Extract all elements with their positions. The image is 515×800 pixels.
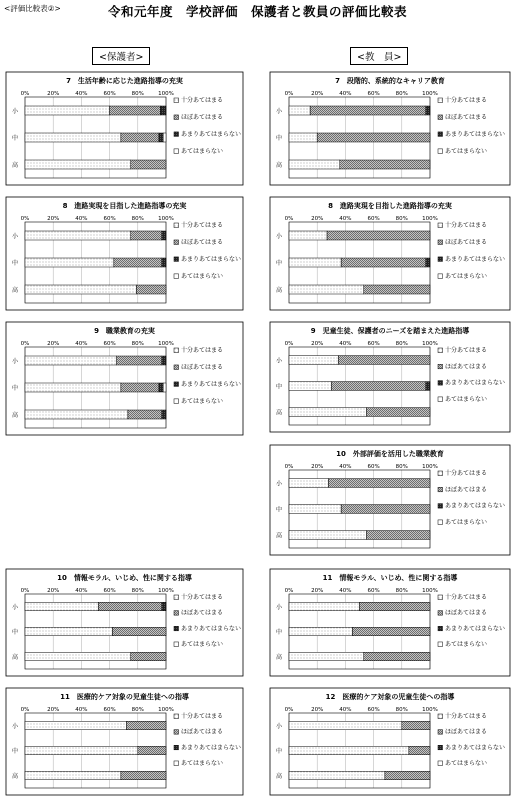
category-label: 高 bbox=[11, 162, 19, 169]
category-label: 中 bbox=[275, 629, 283, 636]
legend-swatch bbox=[174, 348, 179, 353]
axis-tick-label: 80% bbox=[395, 464, 408, 470]
category-label: 高 bbox=[11, 287, 19, 294]
axis-tick-label: 80% bbox=[395, 216, 408, 222]
bar-segment bbox=[289, 258, 341, 267]
axis-tick-label: 80% bbox=[395, 588, 408, 594]
chart-panel-11 bbox=[270, 688, 510, 795]
legend-swatch bbox=[174, 730, 179, 735]
category-label: 小 bbox=[11, 604, 19, 611]
legend-swatch bbox=[174, 761, 179, 766]
bar-segment bbox=[385, 771, 430, 780]
axis-tick-label: 100% bbox=[422, 588, 438, 594]
chart-panel-4 bbox=[270, 197, 510, 310]
bar-segment bbox=[162, 356, 166, 365]
bar-segment bbox=[289, 356, 338, 365]
axis-tick-label: 0% bbox=[284, 464, 294, 470]
bar-segment bbox=[114, 258, 162, 267]
bar-segment bbox=[341, 505, 430, 514]
legend-swatch bbox=[174, 745, 179, 750]
legend-label: 十分あてはまる bbox=[181, 222, 224, 229]
axis-tick-label: 80% bbox=[131, 588, 144, 594]
category-label: 中 bbox=[275, 748, 283, 755]
chart-title: 7 生活年齢に応じた進路指導の充実 bbox=[66, 77, 183, 85]
bar-segment bbox=[112, 627, 166, 636]
chart-title: 12 医療的ケア対象の児童生徒への指導 bbox=[325, 693, 455, 701]
legend-label: 十分あてはまる bbox=[445, 470, 488, 477]
axis-tick-label: 60% bbox=[367, 464, 380, 470]
axis-tick-label: 20% bbox=[311, 91, 324, 97]
axis-tick-label: 0% bbox=[284, 216, 294, 222]
axis-tick-label: 80% bbox=[395, 341, 408, 347]
legend-label: ほぼあてはまる bbox=[445, 113, 488, 121]
chart-panel-8 bbox=[6, 569, 243, 676]
axis-tick-label: 100% bbox=[158, 91, 174, 97]
bar-segment bbox=[163, 133, 166, 142]
category-label: 小 bbox=[11, 723, 19, 730]
bar-segment bbox=[289, 479, 328, 488]
category-label: 小 bbox=[11, 233, 19, 240]
axis-tick-label: 0% bbox=[284, 341, 294, 347]
bar-segment bbox=[121, 133, 159, 142]
parents-column-heading: <保護者> bbox=[92, 47, 150, 65]
legend-swatch bbox=[438, 115, 443, 120]
axis-tick-label: 20% bbox=[311, 707, 324, 713]
bar-segment bbox=[162, 258, 166, 267]
legend-label: あまりあてはまらない bbox=[445, 255, 506, 263]
axis-tick-label: 20% bbox=[47, 216, 60, 222]
chart-panel-5 bbox=[6, 322, 243, 435]
bar-segment bbox=[310, 106, 426, 115]
axis-tick-label: 80% bbox=[131, 707, 144, 713]
legend-label: 十分あてはまる bbox=[445, 713, 488, 720]
legend-label: 十分あてはまる bbox=[445, 594, 488, 601]
legend-label: あまりあてはまらない bbox=[445, 744, 506, 752]
legend-swatch bbox=[174, 382, 179, 387]
legend-swatch bbox=[438, 730, 443, 735]
chart-panel-6 bbox=[270, 322, 510, 432]
chart-panel-3 bbox=[6, 197, 243, 310]
category-label: 高 bbox=[275, 162, 283, 169]
category-label: 中 bbox=[11, 135, 19, 142]
legend-label: あまりあてはまらない bbox=[181, 625, 242, 633]
bar-segment bbox=[289, 408, 367, 417]
axis-tick-label: 40% bbox=[75, 341, 88, 347]
bar-segment bbox=[25, 133, 121, 142]
legend-label: ほぼあてはまる bbox=[181, 609, 224, 617]
axis-tick-label: 0% bbox=[284, 707, 294, 713]
chart-panel-1 bbox=[6, 72, 243, 185]
legend-swatch bbox=[174, 642, 179, 647]
axis-tick-label: 100% bbox=[158, 216, 174, 222]
legend-swatch bbox=[438, 611, 443, 616]
bar-segment bbox=[25, 602, 98, 611]
bar-segment bbox=[289, 652, 364, 661]
category-label: 小 bbox=[11, 108, 19, 115]
axis-tick-label: 80% bbox=[131, 216, 144, 222]
axis-tick-label: 100% bbox=[422, 216, 438, 222]
document-tag: <評価比較表②> bbox=[4, 4, 61, 13]
bar-segment bbox=[162, 410, 166, 419]
legend-swatch bbox=[438, 761, 443, 766]
legend-label: 十分あてはまる bbox=[181, 594, 224, 601]
axis-tick-label: 60% bbox=[367, 216, 380, 222]
legend-label: 十分あてはまる bbox=[445, 97, 488, 104]
bar-segment bbox=[289, 382, 331, 391]
chart-title: 8 進路実現を目指した進路指導の充実 bbox=[62, 202, 187, 210]
bar-segment bbox=[327, 231, 430, 240]
axis-tick-label: 100% bbox=[422, 464, 438, 470]
bar-segment bbox=[352, 627, 430, 636]
bar-segment bbox=[289, 231, 327, 240]
bar-segment bbox=[367, 531, 430, 540]
bar-segment bbox=[402, 721, 430, 730]
bar-segment bbox=[25, 106, 110, 115]
bar-segment bbox=[25, 160, 131, 169]
legend-swatch bbox=[174, 223, 179, 228]
page-title: 令和元年度 学校評価 保護者と教員の評価比較表 bbox=[107, 4, 407, 19]
legend-swatch bbox=[174, 611, 179, 616]
legend-swatch bbox=[438, 223, 443, 228]
axis-tick-label: 100% bbox=[158, 341, 174, 347]
category-label: 高 bbox=[275, 287, 283, 294]
legend-label: ほぼあてはまる bbox=[445, 363, 488, 371]
category-label: 高 bbox=[11, 412, 19, 419]
legend-swatch bbox=[438, 364, 443, 369]
chart-title: 7 段階的、系統的なキャリア教育 bbox=[335, 77, 445, 85]
axis-tick-label: 0% bbox=[20, 216, 30, 222]
legend-swatch bbox=[438, 240, 443, 245]
legend-swatch bbox=[438, 98, 443, 103]
chart-title: 10 情報モラル、いじめ、性に関する指導 bbox=[57, 574, 192, 582]
legend-label: 十分あてはまる bbox=[181, 713, 224, 720]
category-label: 中 bbox=[11, 748, 19, 755]
chart-panel-2 bbox=[270, 72, 510, 185]
chart-panel-7 bbox=[270, 445, 510, 555]
legend-label: 十分あてはまる bbox=[445, 222, 488, 229]
axis-tick-label: 100% bbox=[158, 707, 174, 713]
legend-swatch bbox=[174, 595, 179, 600]
chart-title: 8 進路実現を目指した進路指導の充実 bbox=[328, 202, 452, 210]
legend-swatch bbox=[438, 626, 443, 631]
category-label: 小 bbox=[275, 723, 283, 730]
legend-label: あまりあてはまらない bbox=[445, 502, 506, 510]
legend-swatch bbox=[174, 240, 179, 245]
bar-segment bbox=[341, 258, 426, 267]
bar-segment bbox=[25, 627, 112, 636]
legend-swatch bbox=[174, 115, 179, 120]
legend-label: ほぼあてはまる bbox=[181, 363, 224, 371]
axis-tick-label: 20% bbox=[311, 216, 324, 222]
axis-tick-label: 0% bbox=[284, 588, 294, 594]
bar-segment bbox=[160, 106, 166, 115]
bar-segment bbox=[364, 652, 430, 661]
category-label: 中 bbox=[11, 260, 19, 267]
axis-tick-label: 60% bbox=[367, 707, 380, 713]
bar-segment bbox=[25, 771, 121, 780]
axis-tick-label: 100% bbox=[158, 588, 174, 594]
bar-segment bbox=[289, 746, 409, 755]
legend-swatch bbox=[174, 399, 179, 404]
legend-label: 十分あてはまる bbox=[445, 347, 488, 354]
bar-segment bbox=[289, 721, 402, 730]
category-label: 高 bbox=[275, 773, 283, 780]
bar-segment bbox=[25, 410, 128, 419]
category-label: 高 bbox=[11, 654, 19, 661]
bar-segment bbox=[25, 383, 121, 392]
bar-segment bbox=[121, 771, 166, 780]
axis-tick-label: 0% bbox=[20, 588, 30, 594]
legend-swatch bbox=[174, 274, 179, 279]
axis-tick-label: 60% bbox=[103, 341, 116, 347]
bar-segment bbox=[136, 285, 166, 294]
axis-tick-label: 100% bbox=[422, 707, 438, 713]
axis-tick-label: 20% bbox=[311, 464, 324, 470]
axis-tick-label: 80% bbox=[395, 707, 408, 713]
bar-segment bbox=[121, 383, 159, 392]
legend-label: あてはまらない bbox=[181, 640, 224, 648]
legend-label: あまりあてはまらない bbox=[445, 625, 506, 633]
legend-swatch bbox=[438, 471, 443, 476]
legend-label: あまりあてはまらない bbox=[181, 255, 242, 263]
bar-segment bbox=[289, 160, 340, 169]
legend-label: あてはまらない bbox=[181, 759, 224, 767]
legend-swatch bbox=[438, 745, 443, 750]
legend-swatch bbox=[438, 595, 443, 600]
bar-segment bbox=[338, 356, 430, 365]
legend-label: ほぼあてはまる bbox=[445, 609, 488, 617]
category-label: 高 bbox=[275, 409, 283, 417]
axis-tick-label: 80% bbox=[131, 91, 144, 97]
axis-tick-label: 80% bbox=[131, 341, 144, 347]
category-label: 高 bbox=[275, 654, 283, 661]
legend-swatch bbox=[438, 348, 443, 353]
legend-label: あまりあてはまらない bbox=[445, 379, 506, 387]
chart-title: 9 職業教育の充実 bbox=[94, 327, 155, 335]
bar-segment bbox=[409, 746, 430, 755]
axis-tick-label: 80% bbox=[395, 91, 408, 97]
bar-segment bbox=[128, 410, 162, 419]
legend-label: ほぼあてはまる bbox=[181, 728, 224, 736]
chart-panel-9 bbox=[270, 569, 510, 676]
legend-swatch bbox=[438, 381, 443, 386]
bar-segment bbox=[25, 652, 131, 661]
axis-tick-label: 60% bbox=[103, 216, 116, 222]
axis-tick-label: 40% bbox=[75, 588, 88, 594]
bar-segment bbox=[426, 106, 430, 115]
bar-segment bbox=[117, 356, 162, 365]
bar-segment bbox=[110, 106, 161, 115]
bar-segment bbox=[340, 160, 430, 169]
axis-tick-label: 100% bbox=[422, 341, 438, 347]
legend-label: 十分あてはまる bbox=[181, 347, 224, 354]
category-label: 小 bbox=[275, 480, 283, 488]
bar-segment bbox=[25, 356, 117, 365]
legend-label: あてはまらない bbox=[181, 147, 224, 155]
axis-tick-label: 100% bbox=[422, 91, 438, 97]
axis-tick-label: 40% bbox=[339, 341, 352, 347]
bar-segment bbox=[289, 285, 364, 294]
legend-swatch bbox=[174, 257, 179, 262]
bar-segment bbox=[163, 383, 166, 392]
bar-segment bbox=[289, 531, 367, 540]
legend-label: あてはまらない bbox=[181, 272, 224, 280]
bar-segment bbox=[25, 721, 127, 730]
legend-swatch bbox=[438, 397, 443, 402]
axis-tick-label: 60% bbox=[103, 588, 116, 594]
legend-label: ほぼあてはまる bbox=[445, 728, 488, 736]
axis-tick-label: 40% bbox=[339, 588, 352, 594]
legend-swatch bbox=[174, 365, 179, 370]
category-label: 高 bbox=[11, 773, 19, 780]
bar-segment bbox=[426, 382, 430, 391]
legend-label: あてはまらない bbox=[445, 272, 488, 280]
bar-segment bbox=[138, 746, 166, 755]
legend-label: あてはまらない bbox=[445, 147, 488, 155]
axis-tick-label: 20% bbox=[47, 341, 60, 347]
bar-segment bbox=[25, 746, 138, 755]
bar-segment bbox=[131, 652, 166, 661]
legend-label: あてはまらない bbox=[445, 640, 488, 648]
category-label: 小 bbox=[275, 233, 283, 240]
bar-segment bbox=[159, 383, 163, 392]
bar-segment bbox=[25, 285, 136, 294]
legend-label: あてはまらない bbox=[181, 397, 224, 405]
legend-label: 十分あてはまる bbox=[181, 97, 224, 104]
legend-label: あまりあてはまらない bbox=[445, 130, 506, 138]
axis-tick-label: 60% bbox=[367, 341, 380, 347]
bar-segment bbox=[25, 258, 114, 267]
category-label: 中 bbox=[275, 506, 283, 514]
legend-label: あてはまらない bbox=[445, 395, 488, 403]
legend-label: ほぼあてはまる bbox=[181, 113, 224, 121]
chart-panel-10 bbox=[6, 688, 243, 795]
axis-tick-label: 60% bbox=[103, 91, 116, 97]
legend-swatch bbox=[174, 714, 179, 719]
bar-segment bbox=[331, 382, 425, 391]
chart-title: 9 児童生徒、保護者のニーズを踏まえた進路指導 bbox=[310, 327, 470, 335]
axis-tick-label: 0% bbox=[20, 341, 30, 347]
axis-tick-label: 40% bbox=[339, 216, 352, 222]
legend-swatch bbox=[174, 132, 179, 137]
bar-segment bbox=[25, 231, 131, 240]
bar-segment bbox=[289, 627, 352, 636]
bar-segment bbox=[289, 602, 360, 611]
bar-segment bbox=[289, 505, 341, 514]
bar-segment bbox=[127, 721, 166, 730]
axis-tick-label: 0% bbox=[284, 91, 294, 97]
axis-tick-label: 40% bbox=[339, 91, 352, 97]
bar-segment bbox=[162, 602, 166, 611]
legend-swatch bbox=[438, 504, 443, 509]
axis-tick-label: 20% bbox=[311, 341, 324, 347]
bar-segment bbox=[364, 285, 430, 294]
legend-label: ほぼあてはまる bbox=[445, 486, 488, 494]
category-label: 中 bbox=[275, 383, 283, 391]
axis-tick-label: 40% bbox=[75, 707, 88, 713]
legend-swatch bbox=[438, 714, 443, 719]
bar-segment bbox=[289, 106, 310, 115]
legend-label: あまりあてはまらない bbox=[181, 130, 242, 138]
legend-label: あてはまらない bbox=[445, 518, 488, 526]
bar-segment bbox=[289, 771, 385, 780]
axis-tick-label: 40% bbox=[339, 707, 352, 713]
bar-segment bbox=[131, 231, 162, 240]
bar-segment bbox=[98, 602, 161, 611]
axis-tick-label: 0% bbox=[20, 707, 30, 713]
bar-segment bbox=[159, 133, 163, 142]
legend-swatch bbox=[438, 642, 443, 647]
legend-label: ほぼあてはまる bbox=[445, 238, 488, 246]
legend-label: ほぼあてはまる bbox=[181, 238, 224, 246]
bar-segment bbox=[162, 231, 166, 240]
legend-swatch bbox=[438, 257, 443, 262]
legend-swatch bbox=[438, 132, 443, 137]
axis-tick-label: 40% bbox=[339, 464, 352, 470]
axis-tick-label: 40% bbox=[75, 216, 88, 222]
legend-label: あまりあてはまらない bbox=[181, 744, 242, 752]
axis-tick-label: 60% bbox=[367, 91, 380, 97]
category-label: 中 bbox=[11, 629, 19, 636]
chart-title: 10 外部評価を活用した職業教育 bbox=[336, 450, 444, 458]
legend-swatch bbox=[174, 98, 179, 103]
axis-tick-label: 20% bbox=[47, 707, 60, 713]
legend-swatch bbox=[438, 487, 443, 492]
bar-segment bbox=[367, 408, 430, 417]
legend-swatch bbox=[438, 149, 443, 154]
legend-label: あてはまらない bbox=[445, 759, 488, 767]
legend-swatch bbox=[438, 520, 443, 525]
axis-tick-label: 20% bbox=[47, 588, 60, 594]
bar-segment bbox=[360, 602, 431, 611]
bar-segment bbox=[317, 133, 430, 142]
bar-segment bbox=[289, 133, 317, 142]
legend-label: あまりあてはまらない bbox=[181, 380, 242, 388]
axis-tick-label: 20% bbox=[311, 588, 324, 594]
chart-title: 11 医療的ケア対象の児童生徒への指導 bbox=[60, 693, 189, 701]
bar-segment bbox=[328, 479, 430, 488]
axis-tick-label: 60% bbox=[103, 707, 116, 713]
legend-swatch bbox=[174, 149, 179, 154]
legend-swatch bbox=[174, 626, 179, 631]
axis-tick-label: 60% bbox=[367, 588, 380, 594]
axis-tick-label: 20% bbox=[47, 91, 60, 97]
axis-tick-label: 40% bbox=[75, 91, 88, 97]
legend-swatch bbox=[438, 274, 443, 279]
category-label: 中 bbox=[11, 385, 19, 392]
category-label: 小 bbox=[11, 358, 19, 365]
bar-segment bbox=[131, 160, 166, 169]
chart-title: 11 情報モラル、いじめ、性に関する指導 bbox=[322, 574, 458, 582]
category-label: 中 bbox=[275, 135, 283, 142]
axis-tick-label: 0% bbox=[20, 91, 30, 97]
category-label: 小 bbox=[275, 357, 283, 365]
category-label: 中 bbox=[275, 260, 283, 267]
teachers-column-heading: <教 員> bbox=[350, 47, 408, 65]
category-label: 小 bbox=[275, 604, 283, 611]
category-label: 高 bbox=[275, 532, 283, 540]
category-label: 小 bbox=[275, 108, 283, 115]
bar-segment bbox=[426, 258, 430, 267]
